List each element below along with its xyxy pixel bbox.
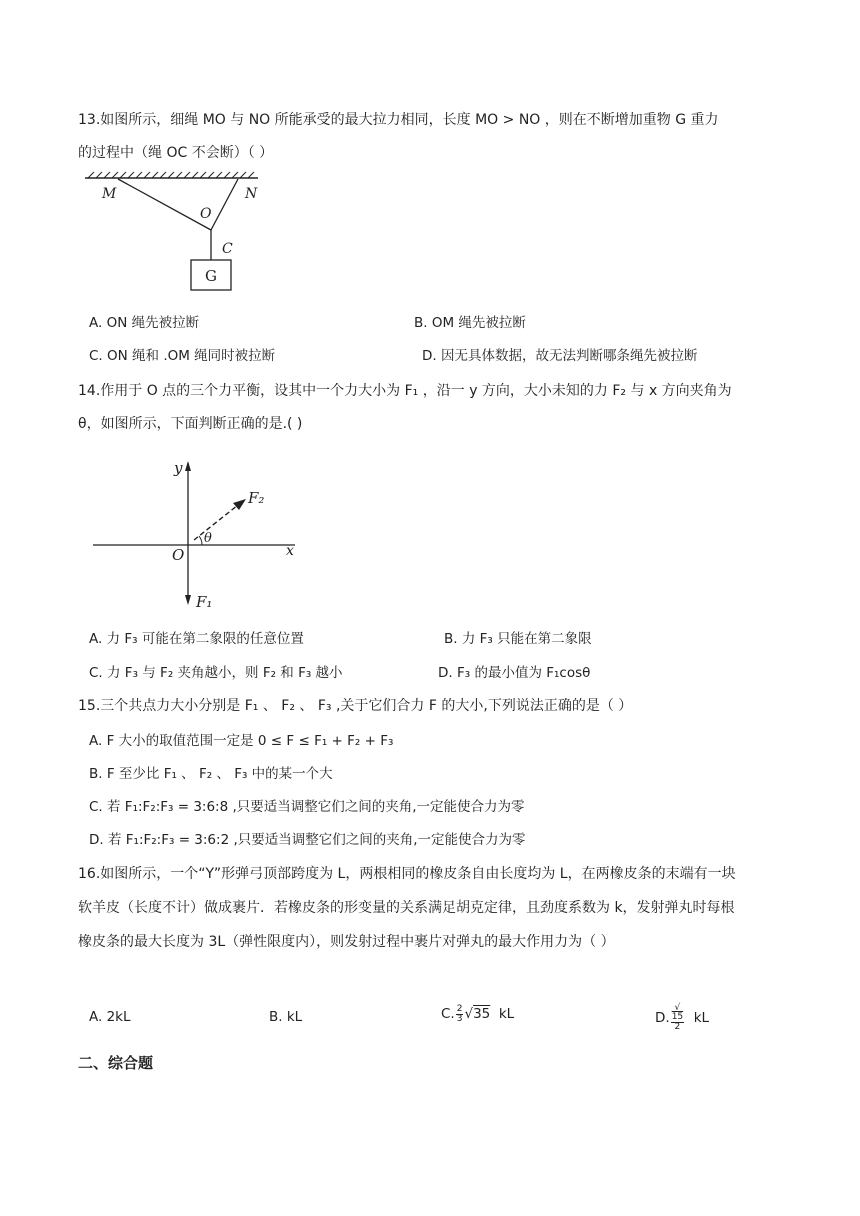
- q16-stem-line1: 16.如图所示，一个“Y”形弹弓顶部跨度为 L，两根相同的橡皮条自由长度均为 L，在两橡皮条的末端有一块: [78, 866, 736, 882]
- q16-option-a[interactable]: A. 2kL: [89, 1009, 131, 1025]
- q14-option-b[interactable]: B. 力 F₃ 只能在第二象限: [444, 631, 592, 647]
- c-prefix: C.: [441, 1006, 455, 1022]
- q13-option-c[interactable]: C. ON 绳和 .OM 绳同时被拉断: [89, 348, 276, 364]
- d-prefix: D.: [655, 1010, 670, 1026]
- d-frac-num: [671, 1004, 684, 1023]
- d-radicand: 15: [671, 1012, 684, 1022]
- q15-stem: 15.三个共点力大小分别是 F₁ 、 F₂ 、 F₃ ,关于它们合力 F 的大小,下列说法正确的是（ ）: [78, 698, 633, 714]
- q15-option-c[interactable]: C. 若 F₁:F₂:F₃ = 3:6:8 ,只要适当调整它们之间的夹角,一定能使合力为零: [89, 799, 525, 815]
- q15-option-b[interactable]: B. F 至少比 F₁ 、 F₂ 、 F₃ 中的某一个大: [89, 766, 333, 782]
- label-o: O: [172, 546, 185, 564]
- q13-stem-line1: 13.如图所示，细绳 MO 与 NO 所能承受的最大拉力相同，长度 MO > NO ，则在不断增加重物 G 重力: [78, 112, 719, 128]
- label-o: O: [200, 206, 212, 222]
- rope-mo: [118, 179, 211, 230]
- label-c: C: [222, 241, 233, 257]
- q16-option-c[interactable]: [441, 1004, 514, 1024]
- label-theta: θ: [204, 531, 212, 546]
- label-f2: F₂: [248, 489, 265, 507]
- label-m: M: [102, 186, 117, 202]
- q14-figure: [90, 455, 305, 615]
- q13-option-d[interactable]: D. 因无具体数据，故无法判断哪条绳先被拉断: [422, 348, 698, 364]
- q14-stem-line2: θ，如图所示，下面判断正确的是.( ): [78, 416, 303, 432]
- q16-stem-line3: 橡皮条的最大长度为 3L（弹性限度内），则发射过程中裹片对弹丸的最大作用力为（ ）: [78, 934, 615, 950]
- label-x: x: [286, 543, 294, 559]
- q15-option-a[interactable]: A. F 大小的取值范围一定是 0 ≤ F ≤ F₁ + F₂ + F₃: [89, 733, 394, 749]
- q14-option-d[interactable]: D. F₃ 的最小值为 F₁cosθ: [438, 665, 591, 681]
- c-radicand: 35: [473, 1006, 491, 1022]
- label-f1: F₁: [196, 593, 213, 611]
- q13-figure: [80, 170, 265, 295]
- label-n: N: [245, 186, 258, 202]
- rope-no: [211, 179, 238, 230]
- d-frac-den: 2: [674, 1022, 681, 1032]
- q16-option-d[interactable]: [655, 1004, 709, 1032]
- q13-option-a[interactable]: A. ON 绳先被拉断: [89, 315, 200, 331]
- q16-stem-line2: 软羊皮（长度不计）做成裹片．若橡皮条的形变量的关系满足胡克定律，且劲度系数为 k，发射弹丸时每根: [78, 900, 735, 916]
- c-frac-den: 3: [456, 1013, 463, 1024]
- q14-option-a[interactable]: A. 力 F₃ 可能在第二象限的任意位置: [89, 631, 304, 647]
- c-unit: kL: [498, 1006, 515, 1022]
- c-fraction: [456, 1005, 464, 1024]
- q13-option-b[interactable]: B. OM 绳先被拉断: [414, 315, 526, 331]
- d-fraction: [671, 1004, 684, 1032]
- q14-option-c[interactable]: C. 力 F₃ 与 F₂ 夹角越小，则 F₂ 和 F₃ 越小: [89, 665, 343, 681]
- c-frac-num: 2: [456, 1003, 463, 1014]
- label-g: G: [205, 267, 217, 285]
- d-unit: kL: [693, 1010, 710, 1026]
- sqrt-icon: √: [464, 1006, 474, 1022]
- q14-stem-line1: 14.作用于 O 点的三个力平衡，设其中一个力大小为 F₁ ，沿一 y 方向，大小未知的力 F₂ 与 x 方向夹角为: [78, 383, 732, 399]
- section-heading: 二、综合题: [78, 1054, 154, 1072]
- q13-stem-line2: 的过程中（绳 OC 不会断）（ ）: [78, 145, 274, 161]
- q15-option-d[interactable]: D. 若 F₁:F₂:F₃ = 3:6:2 ,只要适当调整它们之间的夹角,一定能使合力为零: [89, 832, 526, 848]
- q16-option-b[interactable]: B. kL: [269, 1009, 303, 1025]
- f2-vector: [194, 505, 238, 540]
- sqrt-icon: √: [674, 1003, 681, 1013]
- label-y: y: [174, 459, 183, 477]
